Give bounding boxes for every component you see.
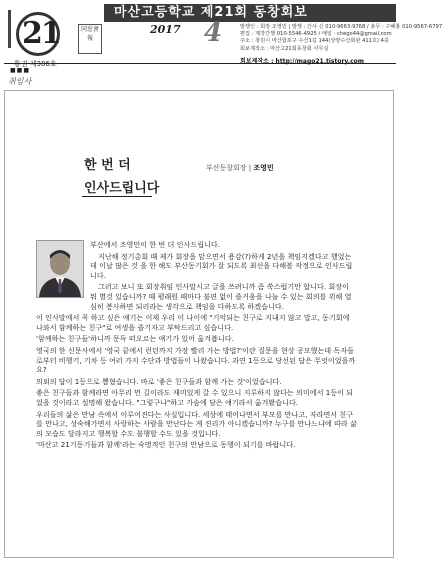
contact-line: 발행인 : 회장 조영민 | 발행 : 간사 신 010-9663-9768 / 총무 : 구혜홍 010-9567-6797: [240, 24, 442, 30]
header-divider: [4, 63, 396, 64]
article-paragraph: 의외의 답이 1등으로 뽑혔습니다. 바로 '좋은 친구들과 함께 가는 것'이었습니다.: [36, 376, 282, 386]
article-paragraph: 지난해 정기총회 때 제가 회장을 맡으면서 용감(?)하게 2년을 책임지겠다고 했었는데 이날 많은 것 을 한 해도 부산동기회가 잘 되도록 최선을 다해볼 작정으로 인사드립니다.: [90, 251, 353, 280]
article-title-line1: 한 번 더: [84, 158, 131, 173]
byline-role: 부산동창회장 |: [206, 164, 254, 172]
article-body: [36, 240, 358, 452]
issue-big-number: 4: [204, 18, 223, 48]
newsletter-title: 마산고등학교 제21회 동창회보: [104, 4, 396, 22]
article-paragraph: '마산고 21기동기들과 함께'라는 숙명적인 친구의 만남으로 동행이 되기를 바랍니다.: [36, 440, 296, 450]
newsletter-header: [4, 4, 442, 68]
school-logo: [4, 4, 76, 58]
homepage-link[interactable]: 회보제작소 : http://mago21.tistory.com: [240, 58, 365, 65]
article-title-line2: 인사드립니다: [84, 181, 160, 196]
article-paragraph: 영국의 한 신문사에서 '영국 끝에서 런던까지 가장 빨리 가는 방법?'이란 질문을 현상 공모했는데 독자들로부터 비행기, 기차 등 여러 가지 수단과 방법들이 나왔습니다. 과연 1등으로 당선된 답은 무엇이었을까요?: [36, 345, 356, 375]
section-tag: 취임사: [8, 77, 32, 86]
contact-line: 편집 : 제작간행 010-5546-4925 / 메일 : chego44@gmail.com: [240, 31, 392, 38]
byline-name: 조영민: [253, 164, 274, 172]
issue-number: 통권 제386호: [14, 60, 57, 68]
article-paragraph: 그러고 보니 또 회장취임 인사말시고 글을 쓰려니까 좀 쑥스럽기만 합니다. 회장이 뭐 별것 있습니까? 때 평래원 때마다 불편 없이 즐거움을 나눌 수 있는 회의를 위해 열심히 봉사하면 되리라는 생각으로 책임을 다하도록 하겠습니다.: [90, 282, 352, 311]
logo-number: 21: [22, 16, 60, 51]
seal-stamp: 同窓會報: [78, 24, 102, 54]
article-paragraph: '함께하는 친구들'하니까 문득 떠오르는 얘기가 있어 옮겨봅니다.: [36, 334, 234, 344]
contact-line: 주소 : 창원시 마산합포구 수산1길 144(상양수산회관 411호) 4층: [240, 38, 389, 45]
article-paragraph: 이 인사말에서 꼭 하고 싶은 얘기는 이제 우리 이 나이에 "기억되는 친구로 지내지 않고 말고, 동기회에 나와서 함께하는 친구"로 여생을 즐기자고 부탁드리고 싶습니다.: [36, 313, 350, 332]
article-paragraph: 부산에서 조영민이 한 번 더 인사드립니다.: [90, 240, 221, 249]
byline: [206, 163, 274, 173]
year-label: 2017: [150, 23, 181, 36]
article-paragraph: 좋은 친구들과 함께라면 아무리 먼 길이라도 재미있게 갈 수 있으니 지루하지 않다는 의미에서 1등이 되었을 것이라고 설명해 왔습니다. "그렇구나"하고 가슴에 담은 얘기라서 옮겨봤습니다.: [36, 388, 354, 407]
title-underline: [82, 196, 152, 197]
contact-info: [240, 24, 442, 53]
contact-line: 회보제작소 : 마산고21회동창회 사무실: [240, 45, 329, 52]
article-paragraph: 우리들의 삶은 만남 속에서 이루어진다는 사실입니다. 세상에 태어나면서 부모를 만나고, 자라면서 친구를 만나고, 성숙해가면서 사랑하는 사람을 만난다는 게 진리가 아니겠습니까? 누구를 만나느냐에 따라 삶의 모습도 달라지고 행복할 수도 불행할 수도 있을 것입니다.: [36, 409, 357, 438]
section-marker: ■■■: [10, 67, 31, 74]
